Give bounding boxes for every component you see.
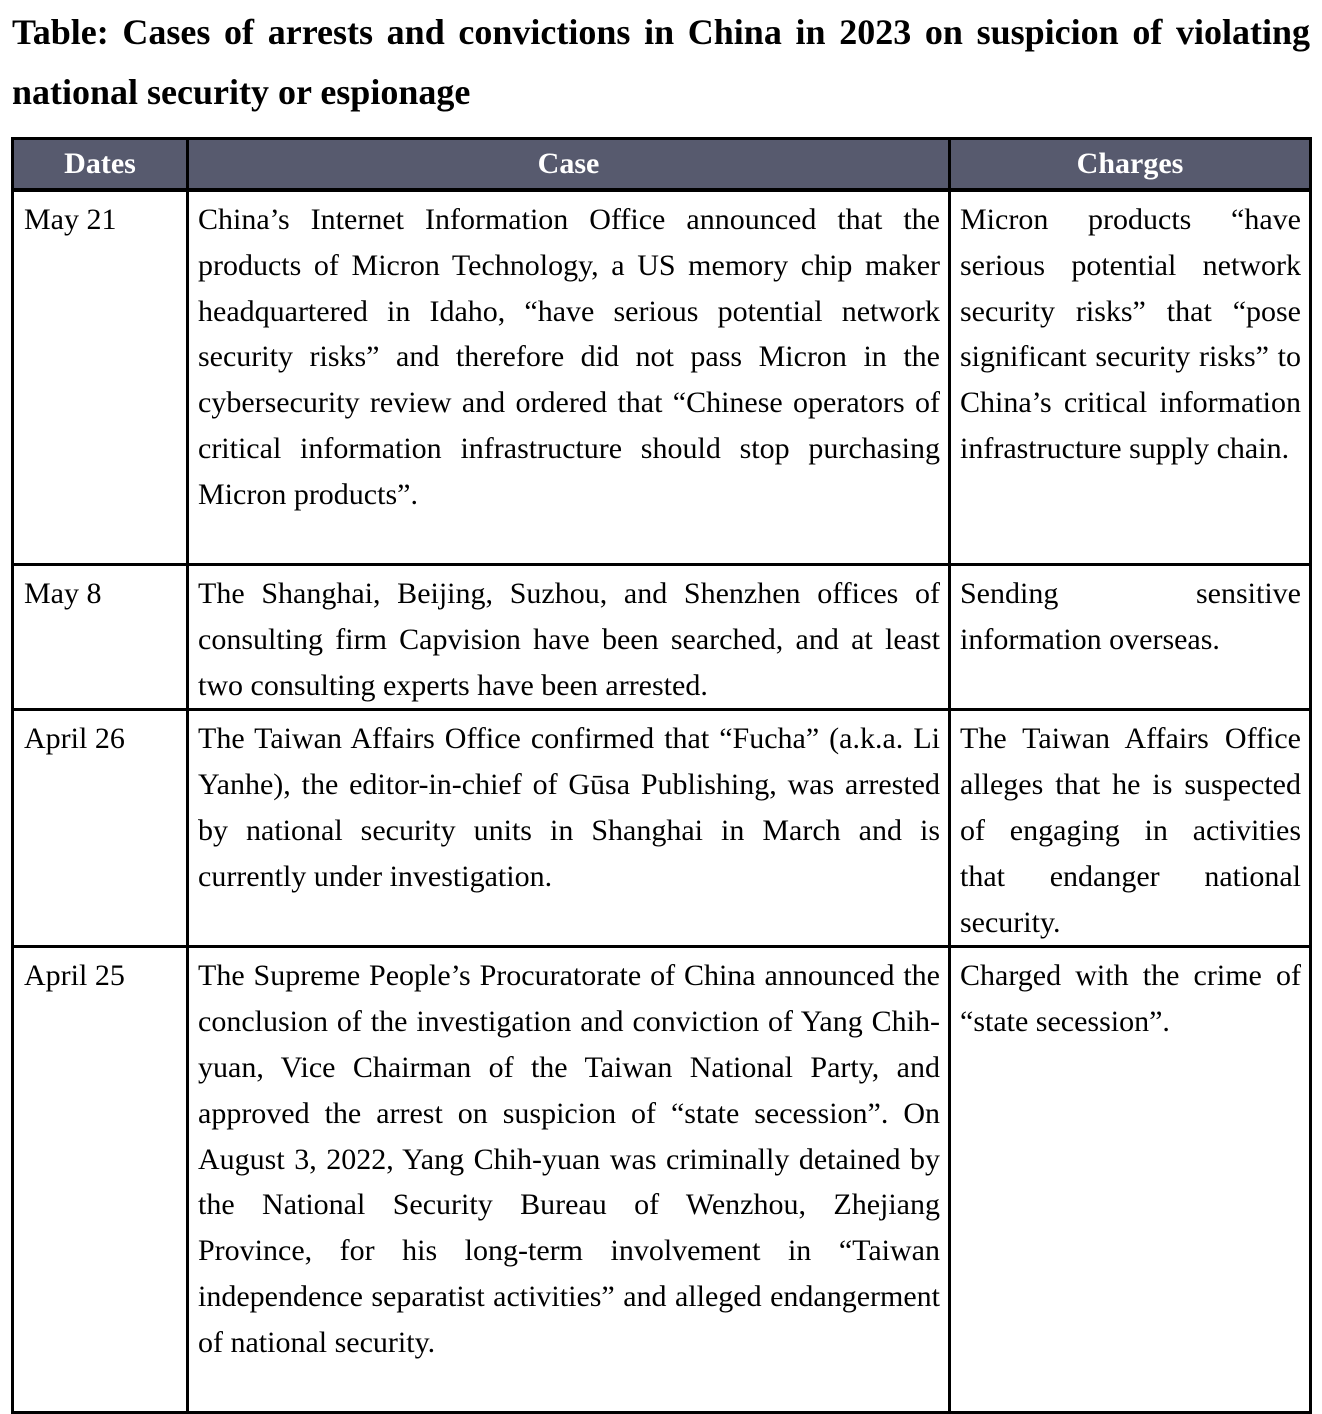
cases-table <box>11 137 1312 1414</box>
cell-date: May 8 <box>13 565 188 710</box>
cell-case: The Shanghai, Beijing, Suzhou, and Shenzhen offices of consulting firm Capvision have been searched, and at least two consulting experts have been arrested. <box>188 565 950 710</box>
cell-date: April 25 <box>13 947 188 1413</box>
cell-charges: Sending sensitive information overseas. <box>950 565 1311 710</box>
table-title: Table: Cases of arrests and convictions in China in 2023 on suspicion of violating national security or espionage <box>12 12 1310 112</box>
cell-charges: Micron products “have serious potential network security risks” that “pose significant security risks” to China’s critical information infrastructure supply chain. <box>950 190 1311 565</box>
cell-case: The Supreme People’s Procuratorate of China announced the conclusion of the investigation and conviction of Yang Chih-yuan, Vice Chairman of the Taiwan National Party, and approved the arrest on suspicion of “state secession”. On August 3, 2022, Yang Chih-yuan was criminally detained by the National Security Bureau of Wenzhou, Zhejiang Province, for his long-term involvement in “Taiwan independence separatist activities” and alleged endangerment of national security. <box>188 947 950 1413</box>
cell-charges: Charged with the crime of “state secession”. <box>950 947 1311 1413</box>
header-charges: Charges <box>950 139 1311 191</box>
cell-case: The Taiwan Affairs Office confirmed that “Fucha” (a.k.a. Li Yanhe), the editor-in-chief of Gūsa Publishing, was arrested by national security units in Shanghai in March and is currently under investigation. <box>188 710 950 947</box>
cell-date: April 26 <box>13 710 188 947</box>
table-header <box>13 139 1311 191</box>
table-row <box>13 710 1311 947</box>
cell-date: May 21 <box>13 190 188 565</box>
header-dates: Dates <box>13 139 188 191</box>
cell-charges: The Taiwan Affairs Office alleges that he is suspected of engaging in activities that endanger national security. <box>950 710 1311 947</box>
header-row <box>13 139 1311 191</box>
table-row <box>13 190 1311 565</box>
table-row <box>13 947 1311 1413</box>
header-case: Case <box>188 139 950 191</box>
table-body <box>13 190 1311 1413</box>
table-row <box>13 565 1311 710</box>
cell-case: China’s Internet Information Office announced that the products of Micron Technology, a US memory chip maker headquartered in Idaho, “have serious potential network security risks” and therefore did not pass Micron in the cybersecurity review and ordered that “Chinese operators of critical information infrastructure should stop purchasing Micron products”. <box>188 190 950 565</box>
